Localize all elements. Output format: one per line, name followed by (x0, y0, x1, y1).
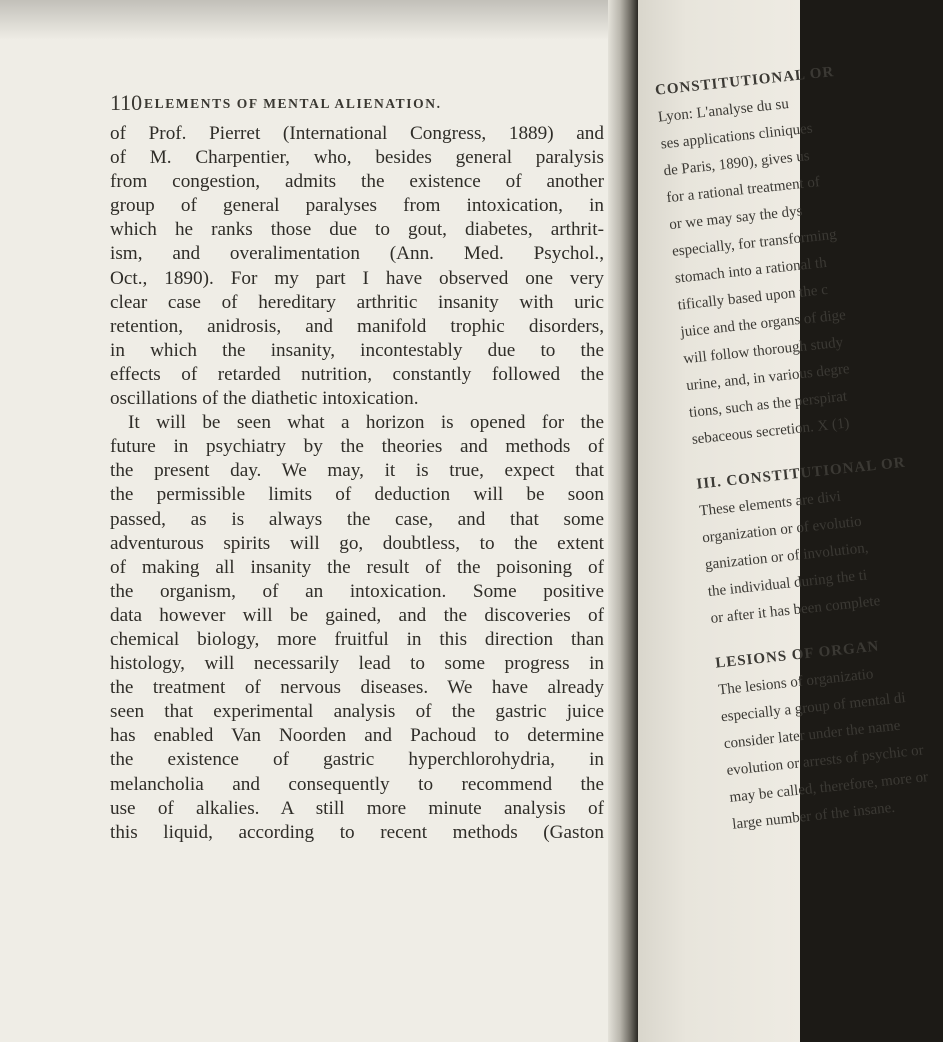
facing-line: the individual during the ti (707, 567, 868, 601)
facing-line: ses applications cliniques (660, 120, 814, 153)
facing-line: LESIONS OF ORGAN (714, 638, 881, 672)
text-line: effects of retarded nutrition, constantly followed the (110, 363, 604, 385)
facing-line: CONSTITUTIONAL OR (654, 64, 836, 99)
facing-line: III. CONSTITUTIONAL OR (695, 454, 907, 493)
facing-line: or we may say the dys (668, 203, 804, 234)
text-line: the organism, of an intoxication. Some positive (110, 580, 604, 602)
facing-line: will follow thorough study (682, 334, 844, 368)
text-line: passed, as is always the case, and that some (110, 508, 604, 530)
facing-line: or after it has been complete (709, 593, 881, 627)
facing-line: especially, for transforming (671, 226, 838, 260)
facing-line: for a rational treatment of (665, 174, 821, 207)
facing-line: tifically based upon the c (676, 281, 829, 314)
text-line: of Prof. Pierret (International Congress, 1889) and (110, 123, 604, 144)
facing-page (638, 0, 929, 1042)
facing-line: These elements are divi (698, 488, 842, 520)
text-line: group of general paralyses from intoxication, in (110, 195, 604, 217)
book-gutter (608, 0, 638, 1042)
text-line: in which the insanity, incontestably due to the (110, 339, 604, 361)
text-line: the existence of gastric hyperchlorohydria, in (110, 749, 604, 771)
text-line: oscillations of the diathetic intoxication. (110, 388, 419, 410)
text-line: melancholia and consequently to recommend the (110, 773, 604, 795)
facing-line: juice and the organs of dige (679, 307, 847, 341)
facing-line: Lyon: L'analyse du su (657, 95, 790, 126)
text-line: retention, anidrosis, and manifold trophic disorders, (110, 315, 604, 337)
facing-line: urine, and, in various degre (685, 361, 851, 395)
text-line: clear case of hereditary arthritic insanity with uric (110, 291, 604, 313)
facing-line: The lesions of organizatio (717, 666, 875, 699)
facing-line: consider later under the name (723, 717, 902, 753)
facing-line: ganization or of involution, (704, 540, 870, 574)
text-line: this liquid, according to recent methods (Gaston (110, 821, 604, 843)
facing-line: de Paris, 1890), gives us (662, 148, 811, 180)
text-line: the treatment of nervous diseases. We have already (110, 677, 604, 699)
facing-line: evolution or arrests of psychic or (725, 742, 925, 780)
text-line: Oct., 1890). For my part I have observed one very (110, 267, 604, 289)
text-line: of M. Charpentier, who, besides general paralysis (110, 147, 604, 169)
facing-line: tions, such as the perspirat (688, 388, 848, 422)
text-line: ism, and overalimentation (Ann. Med. Psychol., (110, 243, 604, 265)
text-line: use of alkalies. A still more minute analysis of (110, 797, 604, 819)
facing-line: sebaceous secretion. X (1) (691, 415, 851, 448)
page-header (110, 90, 590, 116)
text-line: seen that experimental analysis of the gastric juice (110, 701, 604, 723)
facing-line: large number of the insane. (731, 799, 896, 833)
facing-line: stomach into a rational th (674, 254, 828, 287)
text-line: data however will be gained, and the discoveries of (110, 604, 604, 626)
text-line: future in psychiatry by the theories and methods of (110, 436, 604, 458)
text-line: which he ranks those due to gout, diabetes, arthrit- (110, 219, 604, 241)
body-text (110, 122, 604, 845)
facing-line: organization or of evolutio (701, 513, 863, 547)
text-line: the permissible limits of deduction will be soon (110, 484, 604, 506)
text-line: It will be seen what a horizon is opened for the (128, 412, 604, 434)
text-line: has enabled Van Noorden and Pachoud to determine (110, 725, 604, 747)
text-line: adventurous spirits will go, doubtless, to the extent (110, 532, 604, 554)
running-title: ELEMENTS OF MENTAL ALIENATION. (144, 96, 442, 111)
facing-line: especially a group of mental di (720, 690, 907, 726)
facing-line: may be called, therefore, more or (728, 769, 929, 806)
text-line: the present day. We may, it is true, expect that (110, 460, 604, 482)
page-top-shadow (0, 0, 620, 40)
text-line: chemical biology, more fruitful in this direction than (110, 628, 604, 650)
text-line: of making all insanity the result of the poisoning of (110, 556, 604, 578)
text-line: from congestion, admits the existence of another (110, 171, 604, 193)
facing-page-text (652, 38, 943, 839)
text-line: histology, will necessarily lead to some progress in (110, 653, 604, 675)
page-number: 110 (110, 90, 143, 115)
